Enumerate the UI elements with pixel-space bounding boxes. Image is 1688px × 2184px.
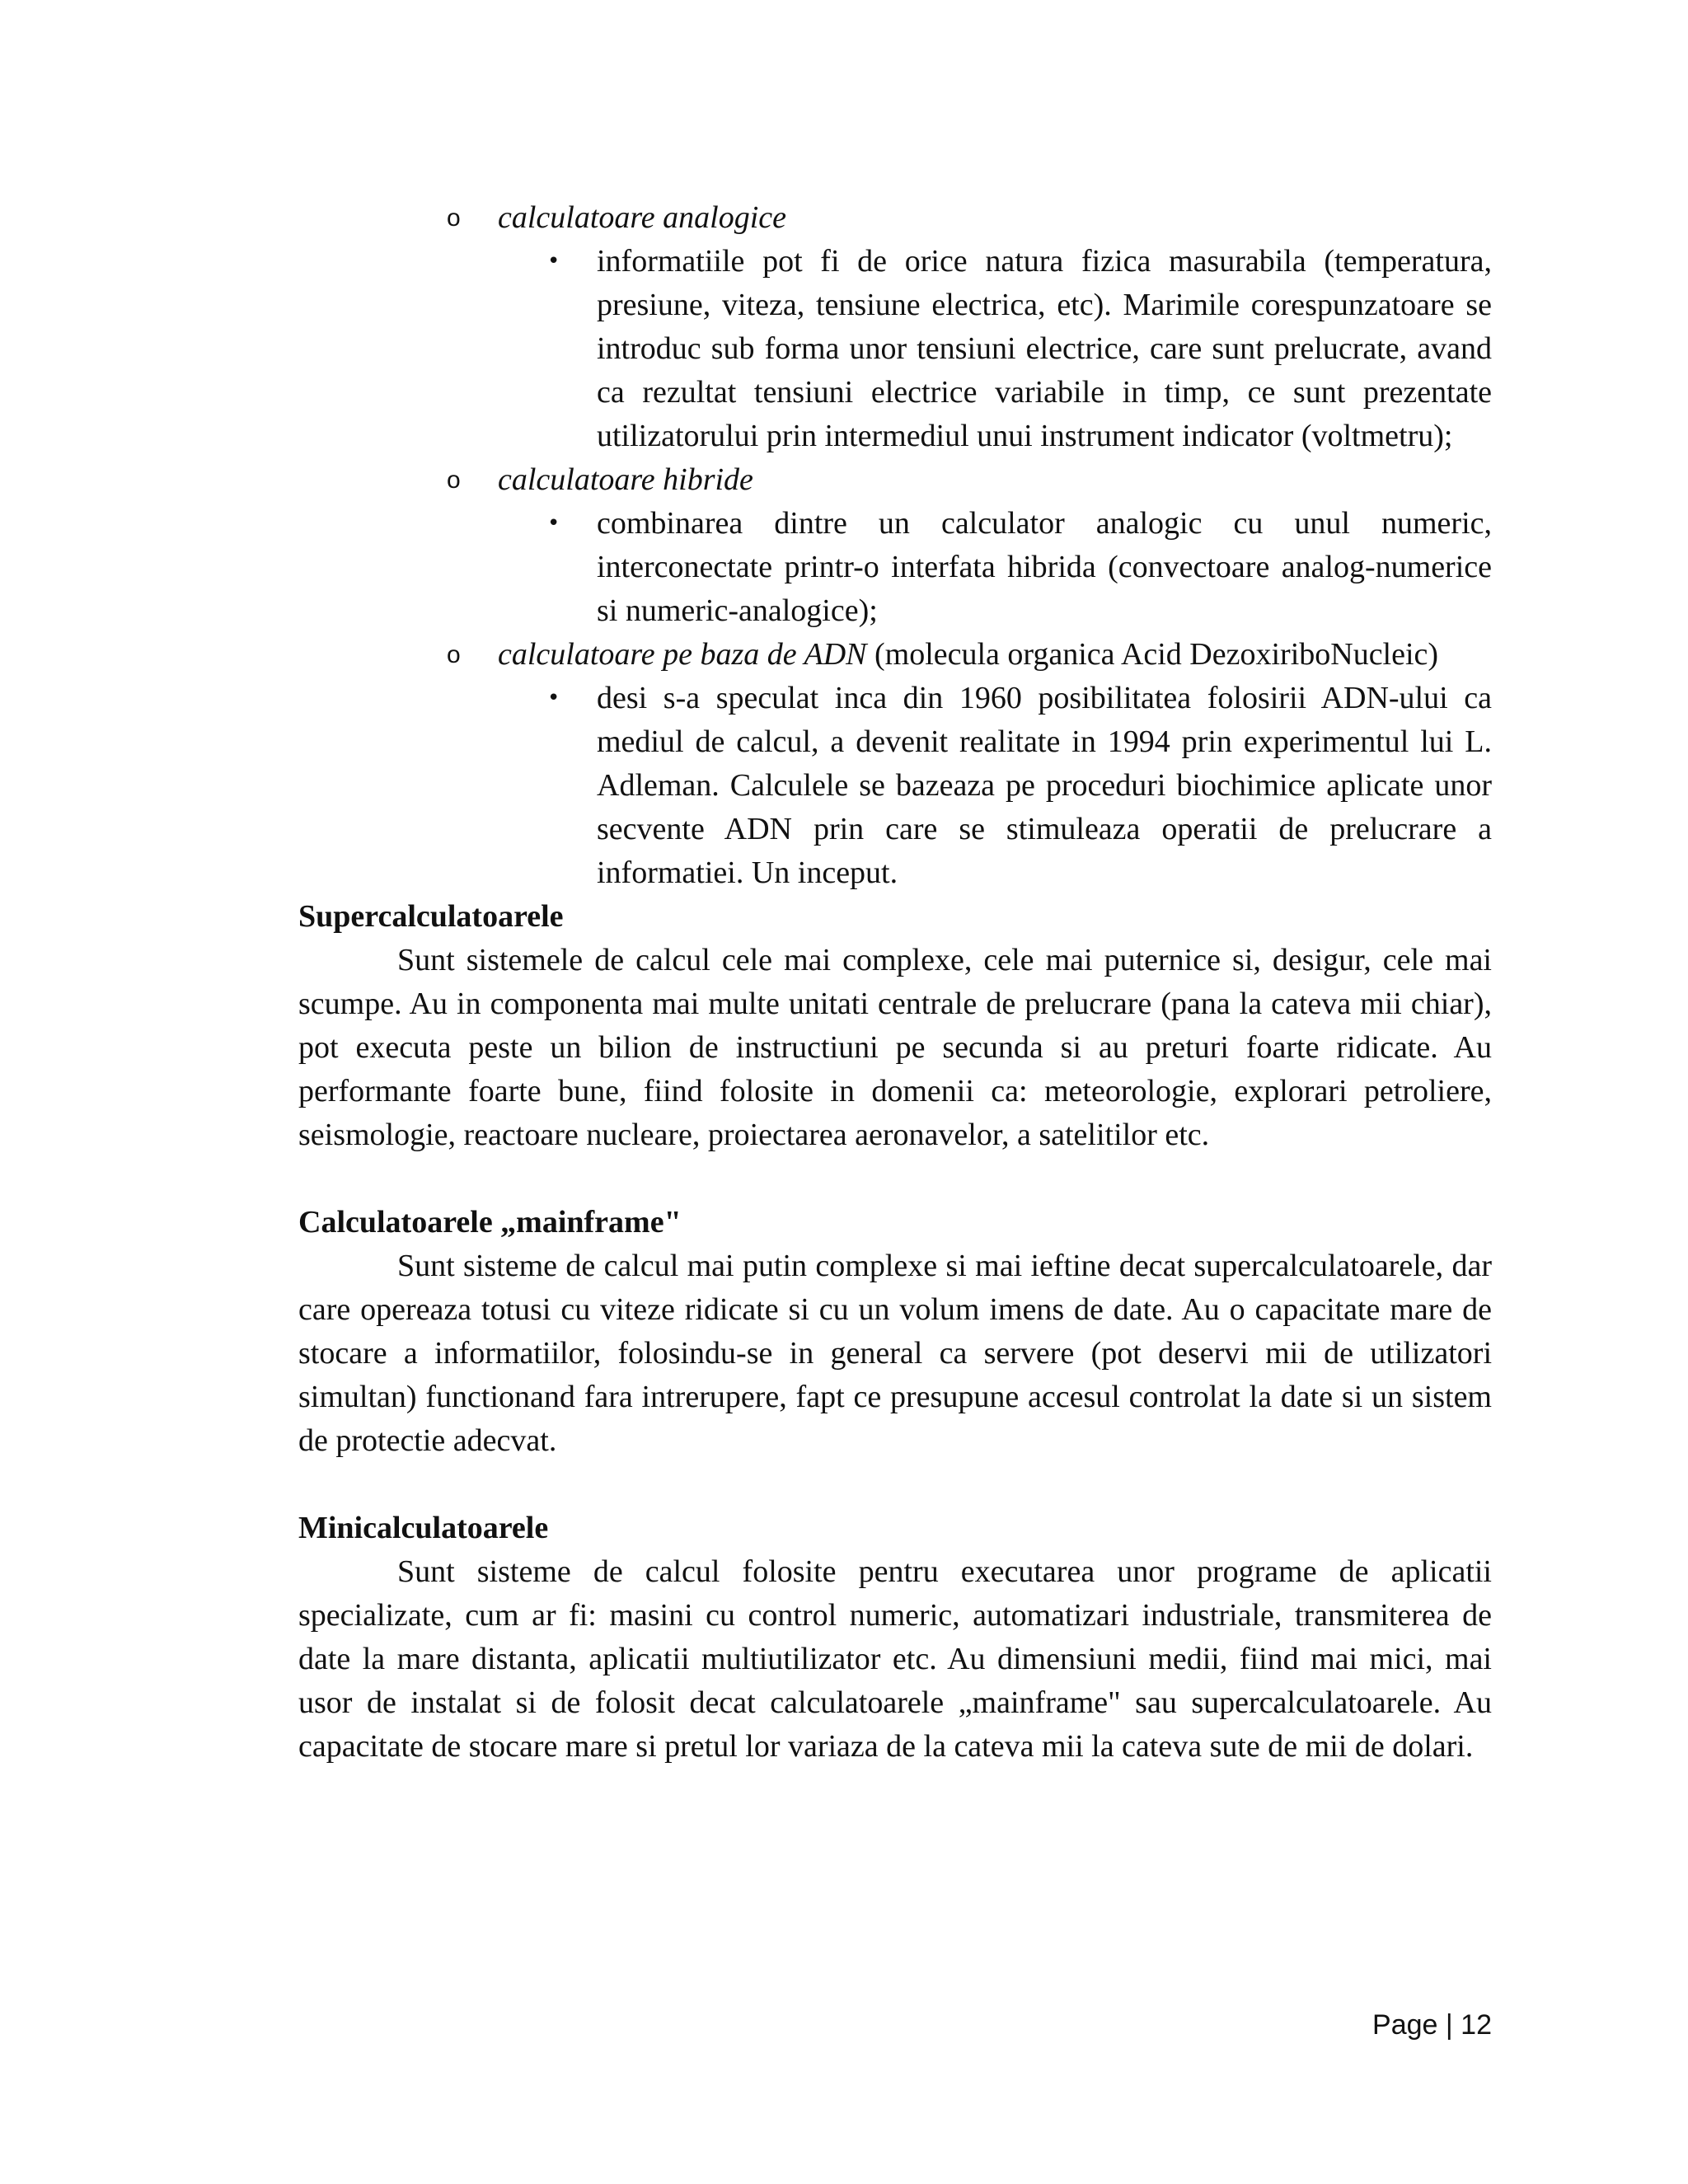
item-term: calculatoare pe baza de ADN <box>498 637 867 672</box>
section-paragraph: Sunt sisteme de calcul folosite pentru executarea unor programe de aplicatii specializate, cum ar fi: masini cu control numeric, automatizari industriale, transmiterea de date la mare distanta, aplicatii multiutilizator etc. Au dimensiuni medii, fiind mai mici, mai usor de instalat si de folosit decat calculatoarele „mainframe" sau supercalculatoarele. Au capacitate de stocare mare si pretul lor variaza de la cateva mii la cateva sute de mii de dolari. <box>298 1554 1492 1764</box>
page-content <box>298 196 1492 1769</box>
section-paragraph: Sunt sisteme de calcul mai putin complexe si mai ieftine decat supercalculatoarele, dar care opereaza totusi cu viteze ridicate si cu un volum imens de date. Au o capacitate mare de stocare a informatiilor, folosindu-se in general ca servere (pot deservi mii de utilizatori simultan) functionand fara intrerupere, fapt ce presupune accesul controlat la date si un sistem de protectie adecvat. <box>298 1249 1492 1458</box>
paragraph-spacer <box>298 1157 1492 1201</box>
hollow-bullet-icon: o <box>447 466 461 494</box>
item-term: calculatoare hibride <box>498 462 753 497</box>
section-paragraph: Sunt sistemele de calcul cele mai complexe, cele mai puternice si, desigur, cele mai scumpe. Au in componenta mai multe unitati centrale de prelucrare (pana la cateva mii chiar), pot executa peste un bilion de instructiuni pe secunda si au preturi foarte ridicate. Au performante foarte bune, fiind folosite in domenii ca: meteorologie, explorari petroliere, seismologie, reactoare nucleare, proiectarea aeronavelor, a satelitilor etc. <box>298 943 1492 1152</box>
bullet-icon: • <box>547 511 560 536</box>
section-heading: Calculatoarele „mainframe" <box>298 1205 682 1240</box>
hollow-bullet-icon: o <box>447 204 461 232</box>
sub-item-text: combinarea dintre un calculator analogic cu unul numeric, interconectate printr-o interfata hibrida (convectoare analog-numerice si numeric-analogice); <box>597 506 1492 628</box>
item-suffix: (molecula organica Acid DezoxiriboNucleic) <box>866 637 1439 672</box>
sub-list-item <box>298 240 1492 458</box>
section-heading: Minicalculatoarele <box>298 1511 549 1545</box>
bullet-icon: • <box>547 686 560 710</box>
sub-list-item <box>298 677 1492 895</box>
list-item <box>298 458 1492 502</box>
item-term: calculatoare analogice <box>498 200 786 235</box>
bullet-icon: • <box>547 249 560 274</box>
page-number: Page | 12 <box>1372 2009 1492 2041</box>
list-item <box>298 196 1492 240</box>
sub-list-item <box>298 502 1492 633</box>
paragraph-spacer <box>298 1463 1492 1507</box>
section-heading: Supercalculatoarele <box>298 899 564 934</box>
sub-item-text: informatiile pot fi de orice natura fizica masurabila (temperatura, presiune, viteza, tensiune electrica, etc). Marimile corespunzatoare se introduc sub forma unor tensiuni electrice, care sunt prelucrate, avand ca rezultat tensiuni electrice variabile in timp, ce sunt prezentate utilizatorului prin intermediul unui instrument indicator (voltmetru); <box>597 244 1492 453</box>
sub-item-text: desi s-a speculat inca din 1960 posibilitatea folosirii ADN-ului ca mediul de calcul, a devenit realitate in 1994 prin experimentul lui L. Adleman. Calculele se bazeaza pe proceduri biochimice aplicate unor secvente ADN prin care se stimuleaza operatii de prelucrare a informatiei. Un inceput. <box>597 681 1492 890</box>
list-item <box>298 633 1492 677</box>
hollow-bullet-icon: o <box>447 641 461 668</box>
